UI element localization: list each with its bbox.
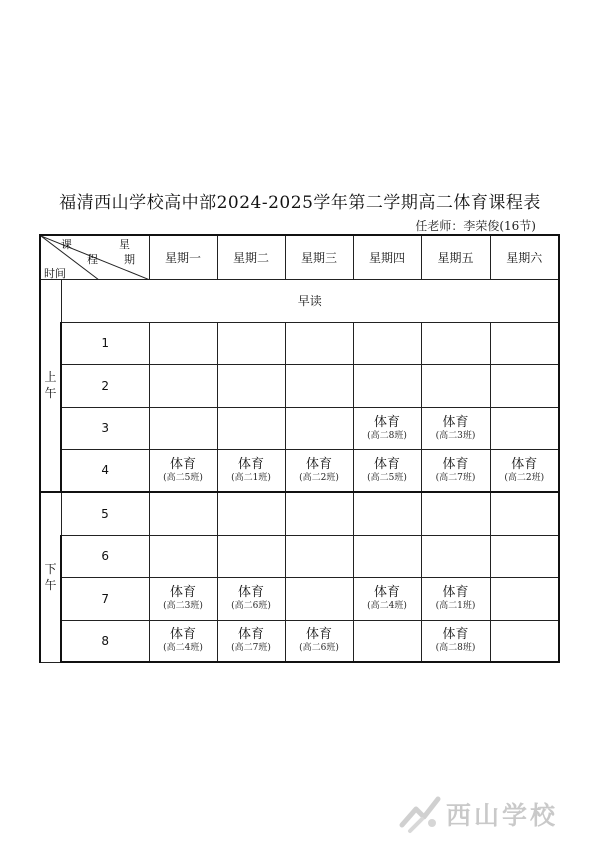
cell-p5-thu (353, 492, 421, 535)
day-header-wed: 星期三 (285, 235, 353, 279)
cell-p1-tue (217, 322, 285, 364)
cell-p2-sat (490, 364, 559, 407)
cell-p1-wed (285, 322, 353, 364)
class-label: (高二5班) (163, 472, 203, 483)
cell-p2-thu (353, 364, 421, 407)
cell-p8-thu (353, 620, 421, 662)
period-label-5: 5 (61, 492, 149, 535)
page-title: 福清西山学校高中部2024-2025学年第二学期高二体育课程表 (59, 193, 541, 213)
cell-p4-fri (421, 449, 490, 492)
class-label: (高二1班) (435, 601, 476, 611)
cell-p7-wed (285, 577, 353, 620)
cell-p6-mon (149, 535, 217, 577)
cell-p5-mon (149, 492, 217, 535)
cell-p1-mon (149, 322, 217, 364)
cell-p8-fri (421, 620, 490, 662)
cell-p7-thu (353, 577, 421, 620)
cell-p8-wed (285, 620, 353, 662)
half-label-pm: 下 午 (40, 492, 61, 662)
row-period-2 (40, 364, 559, 407)
diag-label-cheng: 程 (87, 253, 98, 266)
subject-label: 体育 (442, 627, 469, 643)
school-logo-text: 西山学校 (446, 801, 559, 830)
row-period-1 (40, 322, 559, 364)
cell-p6-wed (285, 535, 353, 577)
diag-label-course: 课 (61, 238, 72, 251)
cell-p4-mon (149, 449, 217, 492)
diagonal-header-cell (40, 235, 149, 279)
period-label-3: 3 (61, 407, 149, 449)
class-label: (高二7班) (231, 643, 271, 654)
row-period-8 (40, 620, 559, 662)
class-label: (高二8班) (435, 643, 476, 654)
cell-p3-wed (285, 407, 353, 449)
cell-p3-sat (490, 407, 559, 449)
period-label-6: 6 (61, 535, 149, 577)
class-label: (高二3班) (435, 430, 476, 441)
cell-p5-tue (217, 492, 285, 535)
subject-label: 体育 (442, 414, 469, 430)
class-label: (高二6班) (231, 601, 271, 611)
row-period-4 (40, 449, 559, 492)
class-label: (高二2班) (299, 472, 339, 483)
cell-p6-sat (490, 535, 559, 577)
diag-label-xing: 星 (119, 238, 130, 251)
cell-p8-tue (217, 620, 285, 662)
row-period-3 (40, 407, 559, 449)
cell-p3-mon (149, 407, 217, 449)
class-label: (高二2班) (504, 472, 545, 483)
subject-label: 体育 (373, 414, 400, 430)
schedule-table (39, 234, 560, 663)
period-label-2: 2 (61, 364, 149, 407)
cell-p3-fri (421, 407, 490, 449)
row-period-7 (40, 577, 559, 620)
class-label: (高二7班) (435, 472, 476, 483)
cell-p6-fri (421, 535, 490, 577)
subject-label: 体育 (305, 456, 332, 472)
row-morning-reading (40, 279, 559, 322)
cell-p4-sat (490, 449, 559, 492)
cell-p2-wed (285, 364, 353, 407)
subject-label: 体育 (511, 456, 538, 472)
period-label-8: 8 (61, 620, 149, 662)
day-header-fri: 星期五 (421, 235, 490, 279)
row-period-5 (40, 492, 559, 535)
day-header-mon: 星期一 (149, 235, 217, 279)
cell-p6-thu (353, 535, 421, 577)
row-period-6 (40, 535, 559, 577)
cell-p3-thu (353, 407, 421, 449)
diag-label-time: 时间 (44, 267, 66, 280)
class-label: (高二3班) (163, 601, 203, 611)
class-label: (高二5班) (367, 472, 407, 483)
subject-label: 体育 (442, 456, 469, 472)
cell-p5-fri (421, 492, 490, 535)
half-label-am: 上 午 (40, 279, 61, 492)
class-label: (高二6班) (299, 643, 339, 654)
subject-label: 体育 (237, 585, 264, 600)
cell-p8-sat (490, 620, 559, 662)
cell-p2-tue (217, 364, 285, 407)
cell-p4-thu (353, 449, 421, 492)
period-label-1: 1 (61, 322, 149, 364)
subject-label: 体育 (237, 627, 264, 643)
day-header-tue: 星期二 (217, 235, 285, 279)
teacher-info: 任老师：李荣俊(16节) (415, 219, 536, 233)
subject-label: 体育 (373, 456, 400, 472)
subject-label: 体育 (169, 456, 196, 472)
class-label: (高二4班) (163, 643, 203, 654)
class-label: (高二8班) (367, 430, 407, 441)
day-header-sat: 星期六 (490, 235, 559, 279)
header-row (40, 235, 559, 279)
cell-p1-thu (353, 322, 421, 364)
cell-p8-mon (149, 620, 217, 662)
subject-label: 体育 (169, 627, 196, 643)
day-header-thu: 星期四 (353, 235, 421, 279)
period-label-4: 4 (61, 449, 149, 492)
cell-p1-fri (421, 322, 490, 364)
subject-label: 体育 (237, 456, 264, 472)
cell-p7-mon (149, 577, 217, 620)
cell-p6-tue (217, 535, 285, 577)
cell-p2-mon (149, 364, 217, 407)
cell-p4-tue (217, 449, 285, 492)
morning-reading-cell: 早读 (61, 279, 559, 322)
class-label: (高二4班) (367, 601, 407, 611)
cell-p1-sat (490, 322, 559, 364)
diag-label-qi: 期 (124, 253, 135, 266)
cell-p4-wed (285, 449, 353, 492)
subject-label: 体育 (305, 627, 332, 643)
cell-p5-wed (285, 492, 353, 535)
cell-p7-fri (421, 577, 490, 620)
period-label-7: 7 (61, 577, 149, 620)
cell-p7-sat (490, 577, 559, 620)
cell-p5-sat (490, 492, 559, 535)
subject-label: 体育 (373, 585, 400, 600)
cell-p2-fri (421, 364, 490, 407)
cell-p3-tue (217, 407, 285, 449)
subject-label: 体育 (442, 585, 469, 600)
subject-label: 体育 (169, 585, 196, 600)
cell-p7-tue (217, 577, 285, 620)
class-label: (高二1班) (231, 472, 271, 483)
